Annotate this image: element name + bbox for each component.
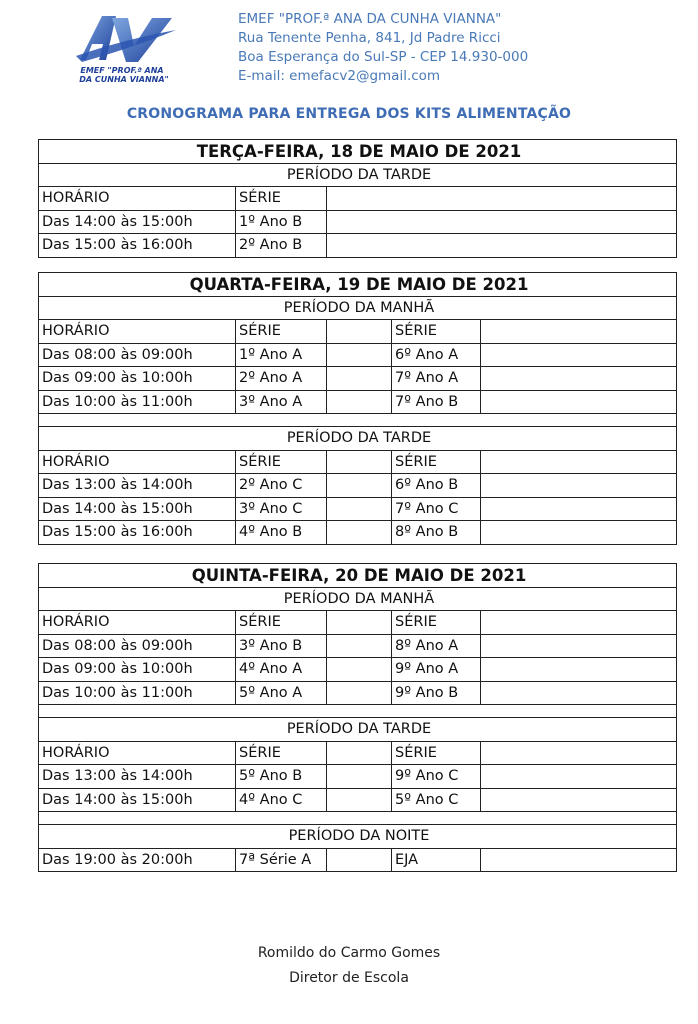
serie-cell: 3º Ano C	[236, 498, 327, 521]
signature-role: Diretor de Escola	[289, 970, 409, 986]
time-cell: Das 14:00 às 15:00h	[39, 498, 236, 521]
table-row	[39, 344, 676, 368]
column-header-serie: SÉRIE	[236, 451, 327, 474]
day-title-row	[39, 564, 676, 588]
serie-cell-2: 7º Ano C	[391, 498, 481, 521]
column-header-horario: HORÁRIO	[39, 187, 236, 210]
time-cell: Das 09:00 às 10:00h	[39, 658, 236, 681]
serie-cell: 4º Ano B	[236, 521, 327, 544]
time-cell: Das 15:00 às 16:00h	[39, 234, 236, 257]
serie-cell: 3º Ano A	[236, 391, 327, 414]
table-row	[39, 635, 676, 659]
table-row	[39, 474, 676, 498]
serie-cell-2: 9º Ano C	[391, 765, 481, 788]
period-title: PERÍODO DA MANHÃ	[283, 590, 435, 607]
serie-cell: 2º Ano C	[236, 474, 327, 497]
day-title: QUARTA-FEIRA, 19 DE MAIO DE 2021	[189, 275, 529, 294]
signature-name: Romildo do Carmo Gomes	[257, 945, 441, 961]
time-cell: Das 14:00 às 15:00h	[39, 789, 236, 812]
day-title: QUINTA-FEIRA, 20 DE MAIO DE 2021	[191, 566, 527, 585]
day-title-row	[39, 273, 676, 297]
time-cell: Das 13:00 às 14:00h	[39, 474, 236, 497]
table-row	[39, 234, 676, 258]
serie-cell-2: 8º Ano A	[391, 635, 481, 658]
column-header-serie-2: SÉRIE	[391, 451, 481, 474]
column-header-serie-2: SÉRIE	[391, 742, 481, 765]
period-row	[39, 588, 676, 612]
period-row	[39, 297, 676, 321]
serie-cell: 5º Ano B	[236, 765, 327, 788]
serie-cell: 1º Ano B	[236, 211, 327, 234]
school-name: EMEF "PROF.ª ANA DA CUNHA VIANNA"	[238, 11, 502, 27]
table-row	[39, 367, 676, 391]
school-logo	[72, 10, 180, 86]
column-header-serie: SÉRIE	[236, 611, 327, 634]
serie-cell: 4º Ano A	[236, 658, 327, 681]
serie-cell: 5º Ano A	[236, 682, 327, 705]
period-row	[39, 427, 676, 451]
day-section	[38, 139, 677, 258]
table-row	[39, 521, 676, 545]
period-gap	[39, 414, 676, 427]
table-row	[39, 789, 676, 813]
period-gap	[39, 705, 676, 718]
day-title-row	[39, 140, 676, 164]
logo-text-2: DA CUNHA VIANNA"	[79, 75, 169, 84]
serie-cell-2: 7º Ano B	[391, 391, 481, 414]
period-title: PERÍODO DA NOITE	[288, 828, 430, 844]
column-header-serie: SÉRIE	[236, 187, 327, 210]
day-title: TERÇA-FEIRA, 18 DE MAIO DE 2021	[196, 142, 522, 161]
serie-cell-2: EJA	[391, 849, 481, 872]
time-cell: Das 08:00 às 09:00h	[39, 635, 236, 658]
period-title: PERÍODO DA TARDE	[286, 430, 432, 446]
day-section	[38, 563, 677, 872]
serie-cell: 7ª Série A	[236, 849, 327, 872]
column-header-row	[39, 742, 676, 766]
serie-cell: 4º Ano C	[236, 789, 327, 812]
column-header-serie: SÉRIE	[236, 320, 327, 343]
serie-cell-2: 5º Ano C	[391, 789, 481, 812]
serie-cell-2: 9º Ano A	[391, 658, 481, 681]
column-header-row	[39, 187, 676, 211]
period-row	[39, 718, 676, 742]
serie-cell-2: 9º Ano B	[391, 682, 481, 705]
time-cell: Das 15:00 às 16:00h	[39, 521, 236, 544]
column-header-horario: HORÁRIO	[39, 451, 236, 474]
column-header-row	[39, 451, 676, 475]
table-row	[39, 211, 676, 235]
column-header-serie-2: SÉRIE	[391, 320, 481, 343]
time-cell: Das 14:00 às 15:00h	[39, 211, 236, 234]
period-title: PERÍODO DA TARDE	[286, 166, 432, 183]
serie-cell: 3º Ano B	[236, 635, 327, 658]
period-row	[39, 164, 676, 188]
serie-cell-2: 7º Ano A	[391, 367, 481, 390]
table-row	[39, 658, 676, 682]
column-header-row	[39, 320, 676, 344]
time-cell: Das 13:00 às 14:00h	[39, 765, 236, 788]
serie-cell-2: 6º Ano A	[391, 344, 481, 367]
period-title: PERÍODO DA MANHÃ	[283, 299, 435, 316]
table-row	[39, 765, 676, 789]
document-title: CRONOGRAMA PARA ENTREGA DOS KITS ALIMENTAÇÃO	[126, 106, 572, 122]
time-cell: Das 09:00 às 10:00h	[39, 367, 236, 390]
table-row	[39, 849, 676, 873]
table-row	[39, 682, 676, 706]
column-header-horario: HORÁRIO	[39, 611, 236, 634]
serie-cell: 2º Ano B	[236, 234, 327, 257]
school-city: Boa Esperança do Sul-SP - CEP 14.930-000	[238, 49, 529, 65]
school-email: E-mail: emefacv2@gmail.com	[238, 68, 441, 84]
table-row	[39, 498, 676, 522]
serie-cell: 2º Ano A	[236, 367, 327, 390]
column-header-row	[39, 611, 676, 635]
signature	[0, 941, 698, 991]
logo-text-1: EMEF "PROF.ª ANA	[80, 66, 164, 75]
column-header-horario: HORÁRIO	[39, 742, 236, 765]
table-row	[39, 391, 676, 415]
column-header-serie: SÉRIE	[236, 742, 327, 765]
period-title: PERÍODO DA TARDE	[286, 721, 432, 737]
period-row	[39, 825, 676, 849]
serie-cell-2: 8º Ano B	[391, 521, 481, 544]
column-header-serie-2: SÉRIE	[391, 611, 481, 634]
time-cell: Das 10:00 às 11:00h	[39, 391, 236, 414]
day-section	[38, 272, 677, 545]
time-cell: Das 08:00 às 09:00h	[39, 344, 236, 367]
serie-cell-2: 6º Ano B	[391, 474, 481, 497]
time-cell: Das 10:00 às 11:00h	[39, 682, 236, 705]
period-gap	[39, 812, 676, 825]
school-header	[238, 10, 528, 86]
school-address: Rua Tenente Penha, 841, Jd Padre Ricci	[238, 30, 501, 46]
serie-cell: 1º Ano A	[236, 344, 327, 367]
time-cell: Das 19:00 às 20:00h	[39, 849, 236, 872]
column-header-horario: HORÁRIO	[39, 320, 236, 343]
